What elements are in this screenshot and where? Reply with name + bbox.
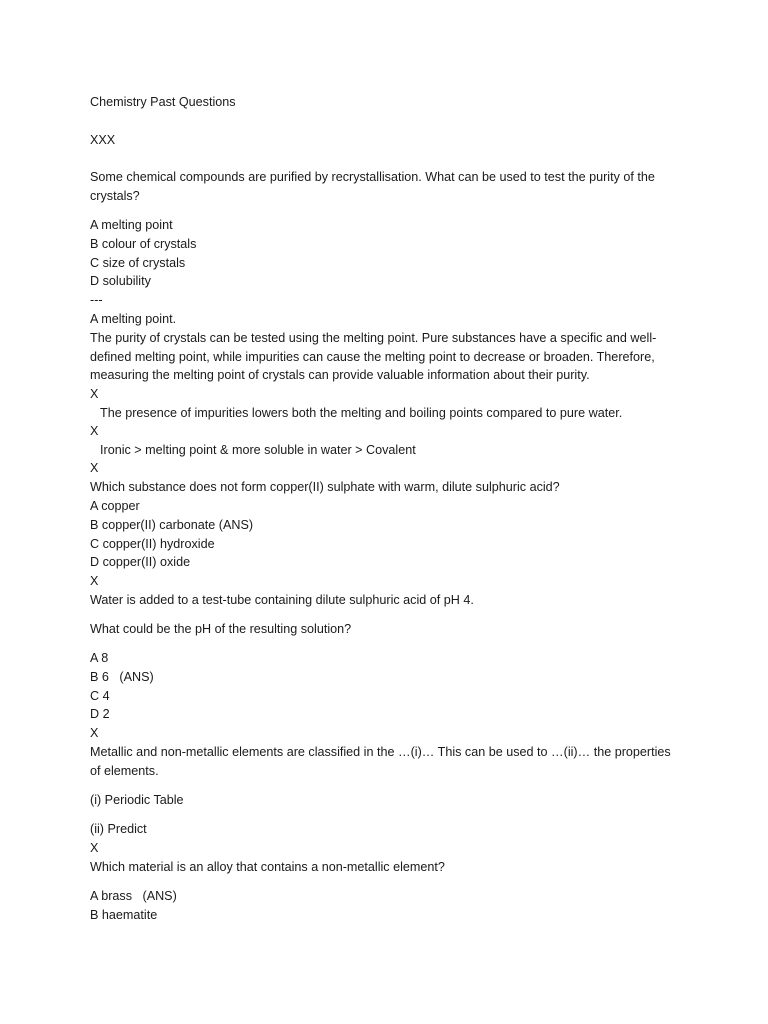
question-2-option-d: D copper(II) oxide <box>90 555 191 569</box>
question-3-option-a: A 8 <box>90 651 109 665</box>
answer-separator: --- <box>90 293 103 307</box>
note-impurities: The presence of impurities lowers both the melting and boiling points compared to pure water. <box>100 406 623 420</box>
divider-x: X <box>90 574 99 588</box>
divider-x: X <box>90 461 99 475</box>
question-3-option-b: B 6 (ANS) <box>90 670 154 684</box>
question-5-option-b: B haematite <box>90 908 158 922</box>
question-1-text: Some chemical compounds are purified by recrystallisation. What can be used to test the purity of the crystals? <box>90 170 655 203</box>
question-1-answer: A melting point. <box>90 312 177 326</box>
question-5-text: Which material is an alloy that contains a non-metallic element? <box>90 860 445 874</box>
section-marker: XXX <box>90 133 116 147</box>
question-3-text: What could be the pH of the resulting solution? <box>90 622 352 636</box>
question-3-statement: Water is added to a test-tube containing dilute sulphuric acid of pH 4. <box>90 593 474 607</box>
note-ionic-covalent: Ironic > melting point & more soluble in water > Covalent <box>100 443 416 457</box>
question-5-option-a: A brass (ANS) <box>90 889 177 903</box>
question-4-answer-ii: (ii) Predict <box>90 822 147 836</box>
question-1-option-b: B colour of crystals <box>90 237 197 251</box>
divider-x: X <box>90 841 99 855</box>
divider-x: X <box>90 387 99 401</box>
question-2-option-a: A copper <box>90 499 140 513</box>
question-3-option-d: D 2 <box>90 707 110 721</box>
question-1-option-c: C size of crystals <box>90 256 186 270</box>
question-1-option-a: A melting point <box>90 218 173 232</box>
document-title: Chemistry Past Questions <box>90 95 236 109</box>
question-3-option-c: C 4 <box>90 689 110 703</box>
divider-x: X <box>90 726 99 740</box>
question-4-text: Metallic and non-metallic elements are classified in the …(i)… This can be used to …(ii)… the properties of elements. <box>90 745 671 778</box>
question-2-option-c: C copper(II) hydroxide <box>90 537 215 551</box>
question-4-answer-i: (i) Periodic Table <box>90 793 184 807</box>
divider-x: X <box>90 424 99 438</box>
question-2-option-b: B copper(II) carbonate (ANS) <box>90 518 254 532</box>
question-1-option-d: D solubility <box>90 274 151 288</box>
question-2-text: Which substance does not form copper(II) sulphate with warm, dilute sulphuric acid? <box>90 480 560 494</box>
question-1-explanation: The purity of crystals can be tested using the melting point. Pure substances have a specific and well-defined melting point, while impurities can cause the melting point to decrease or broaden. Therefore, measuring the melting point of crystals can provide valuable information about their purity. <box>90 331 657 383</box>
